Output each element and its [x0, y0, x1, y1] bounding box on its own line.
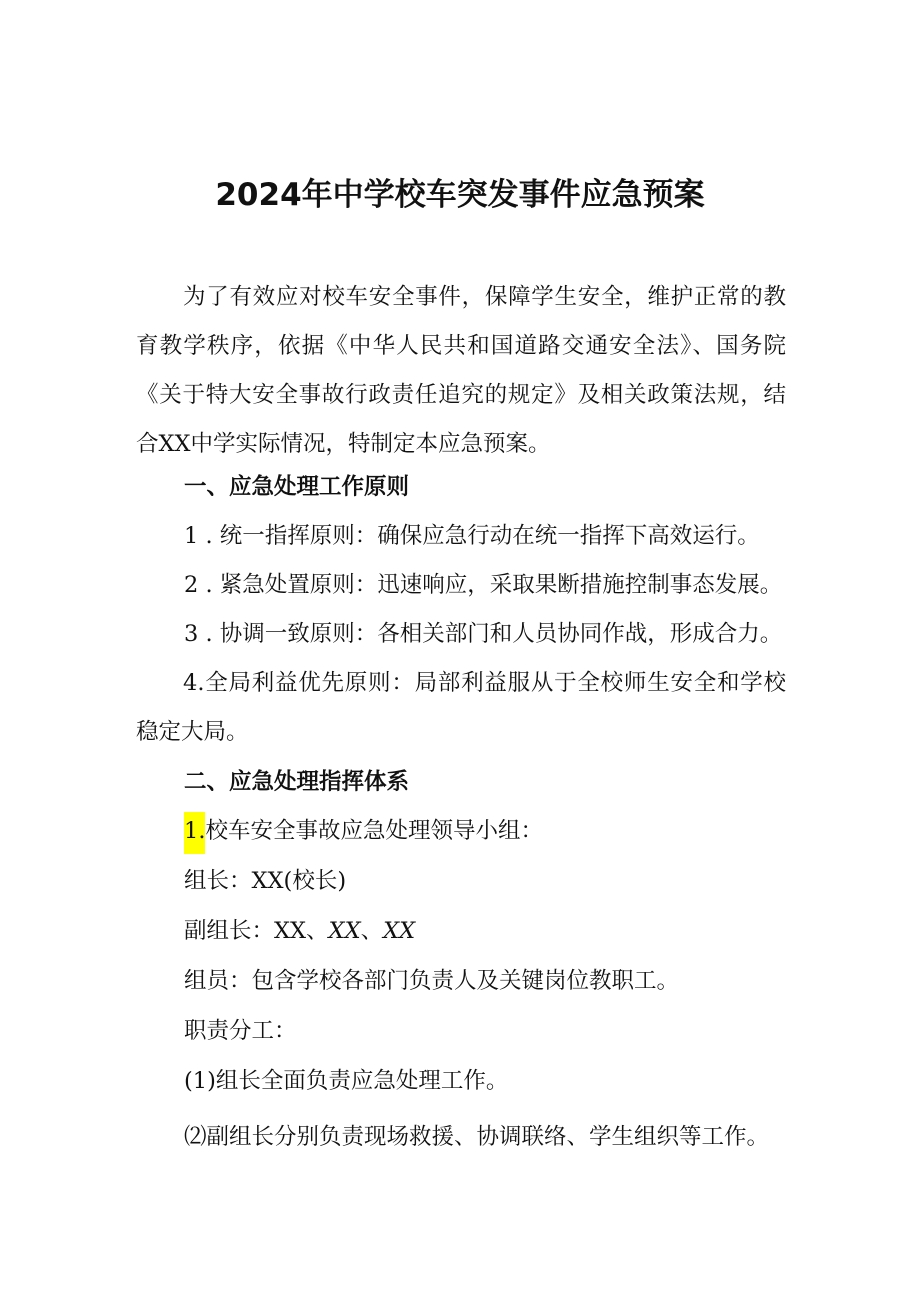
subsection-leadership-group: [184, 807, 543, 856]
deputy-leader-separator: 、: [360, 918, 384, 944]
principle-item-2: 2 . 紧急处置原则：迅速响应，采取果断措施控制事态发展。: [184, 572, 783, 598]
group-leader-line: 组长：XX(校长): [184, 868, 347, 894]
deputy-leader-name-a: XX: [328, 918, 361, 944]
principle-item-4: 4.全局利益优先原则：局部利益服从于全校师生安全和学校稳定大局。: [136, 670, 786, 745]
members-line: 组员：包含学校各部门负责人及关键岗位教职工。: [184, 968, 680, 994]
duties-label: 职责分工：: [184, 1018, 297, 1044]
deputy-leader-prefix: 副组长：XX、: [184, 918, 329, 944]
section-2-heading: 二、应急处理指挥体系: [184, 769, 410, 795]
intro-paragraph: 为了有效应对校车安全事件，保障学生安全，维护正常的教育教学秩序，依据《中华人民共和国道路交通安全法》、国务院《关于特大安全事故行政责任追究的规定》及相关政策法规，结合XX中学实际情况，特制定本应急预案。: [136, 284, 786, 457]
deputy-leader-name-b: XX: [383, 918, 416, 944]
principle-item-1: 1 . 统一指挥原则：确保应急行动在统一指挥下高效运行。: [184, 523, 760, 549]
duty-item-2: ⑵副组长分别负责现场救援、协调联络、学生组织等工作。: [184, 1124, 770, 1150]
highlighted-number: 1.: [184, 812, 205, 854]
principle-item-3: 3 . 协调一致原则：各相关部门和人员协同作战，形成合力。: [184, 621, 783, 647]
document-title: 2024年中学校车突发事件应急预案: [215, 177, 705, 213]
duty-item-1: (1)组长全面负责应急处理工作。: [184, 1068, 509, 1094]
subsection-leadership-text: 校车安全事故应急处理领导小组：: [205, 818, 543, 844]
deputy-leader-line: [184, 907, 415, 956]
section-1-heading: 一、应急处理工作原则: [184, 474, 410, 500]
